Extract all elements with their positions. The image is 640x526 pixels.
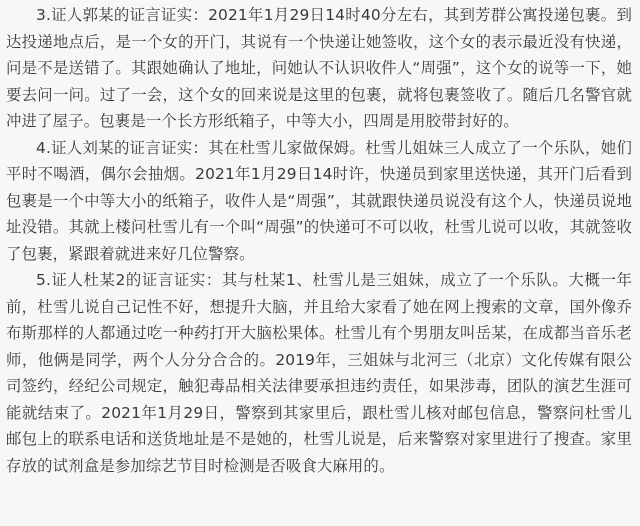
paragraph-witness-du: 5.证人杜某2的证言证实：其与杜某1、杜雪儿是三姐妹，成立了一个乐队。大概一年前，杜雪儿说自己记性不好，想提升大脑，并且给大家看了她在网上搜索的文章，国外像乔布斯那样的人都通过吃一种药打开大脑松果体。杜雪儿有个男朋友叫岳某，在成都当音乐老师，他俩是同学，两个人分分合合的。2019年，三姐妹与北河三（北京）文化传媒有限公司签约，经纪公司规定，触犯毒品相关法律要承担违约责任，如果涉毒，团队的演艺生涯可能就结束了。2021年1月29日，警察到其家里后，跟杜雪儿核对邮包信息，警察问杜雪儿邮包上的联系电话和送货地址是不是她的，杜雪儿说是，后来警察对家里进行了搜查。家里存放的试剂盒是参加综艺节目时检测是否吸食大麻用的。 — [6, 271, 632, 475]
paragraph-witness-guo: 3.证人郭某的证言证实：2021年1月29日14时40分左右，其到芳群公寓投递包裹。到达投递地点后，是一个女的开门，其说有一个快递让她签收，这个女的表示最近没有快递，问是不是送错了。其跟她确认了地址，问她认不认识收件人“周强”，这个女的说等一下，她要去问一问。过了一会，这个女的回来说是这里的包裹，就将包裹签收了。随后几名警官就冲进了屋子。包裹是一个长方形纸箱子，中等大小，四周是用胶带封好的。 — [6, 6, 632, 130]
paragraph-witness-liu: 4.证人刘某的证言证实：其在杜雪儿家做保姆。杜雪儿姐妹三人成立了一个乐队，她们平时不喝酒，偶尔会抽烟。2021年1月29日14时许，快递员到家里送快递，其开门后看到包裹是一个中等大小的纸箱子，收件人是“周强”，其就跟快递员说没有这个人，快递员说地址没错。其就上楼问杜雪儿有一个叫“周强”的快递可不可以收，杜雪儿说可以收，其就签收了包裹，紧跟着就进来好几位警察。 — [6, 138, 632, 263]
